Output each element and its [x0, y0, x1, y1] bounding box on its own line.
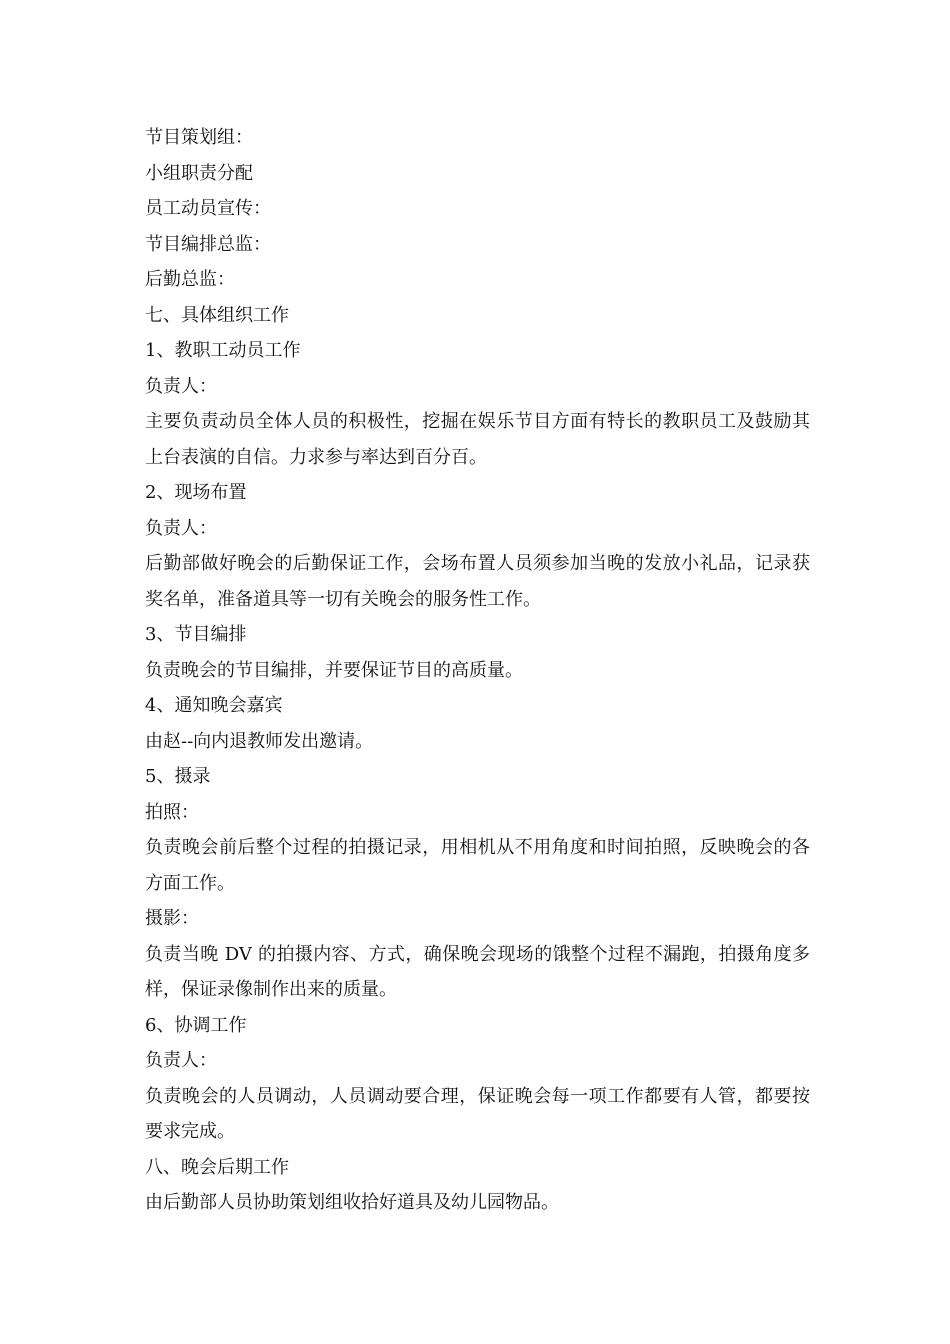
body-paragraph: 后勤部做好晚会的后勤保证工作，会场布置人员须参加当晚的发放小礼品，记录获奖名单，准备道具等一切有关晚会的服务性工作。: [145, 553, 810, 610]
subsection-heading: 6、协调工作: [145, 1014, 247, 1036]
section-label: 摄影：: [145, 908, 199, 929]
section-label: 后勤总监：: [145, 269, 235, 290]
section-label: 节目编排总监：: [145, 233, 271, 255]
body-paragraph: 主要负责动员全体人员的积极性，挖掘在娱乐节目方面有特长的教职员工及鼓励其上台表演的自信。力求参与率达到百分百。: [145, 411, 810, 468]
body-paragraph: 负责晚会前后整个过程的拍摄记录，用相机从不用角度和时间拍照，反映晚会的各方面工作。: [145, 837, 810, 894]
section-heading: 八、晚会后期工作: [145, 1156, 289, 1178]
subsection-heading: 2、现场布置: [145, 482, 247, 503]
subsection-heading: 3、节目编排: [145, 624, 247, 645]
section-label: 员工动员宣传：: [145, 198, 271, 219]
body-paragraph: 负责当晚 DV 的拍摄内容、方式，确保晚会现场的饿整个过程不漏跑，拍摄角度多样，保证录像制作出来的质量。: [145, 943, 810, 1000]
body-line: 由赵--向内退教师发出邀请。: [145, 730, 374, 752]
body-line: 由后勤部人员协助策划组收拾好道具及幼儿园物品。: [145, 1192, 559, 1213]
subsection-heading: 4、通知晚会嘉宾: [145, 695, 283, 716]
responsible-label: 负责人：: [145, 517, 217, 539]
subsection-heading: 1、教职工动员工作: [145, 340, 301, 361]
subsection-heading: 5、摄录: [145, 766, 211, 787]
responsible-label: 负责人：: [145, 1050, 217, 1071]
section-label: 节目策划组：: [145, 127, 253, 148]
body-line: 负责晚会的节目编排，并要保证节目的高质量。: [145, 659, 523, 681]
body-paragraph: 负责晚会的人员调动，人员调动要合理，保证晚会每一项工作都要有人管，都要按要求完成。: [145, 1085, 810, 1142]
section-label: 拍照：: [145, 801, 199, 823]
responsible-label: 负责人：: [145, 375, 217, 397]
section-label: 小组职责分配: [145, 162, 253, 184]
section-heading: 七、具体组织工作: [145, 304, 289, 326]
document-body: [145, 120, 810, 1221]
